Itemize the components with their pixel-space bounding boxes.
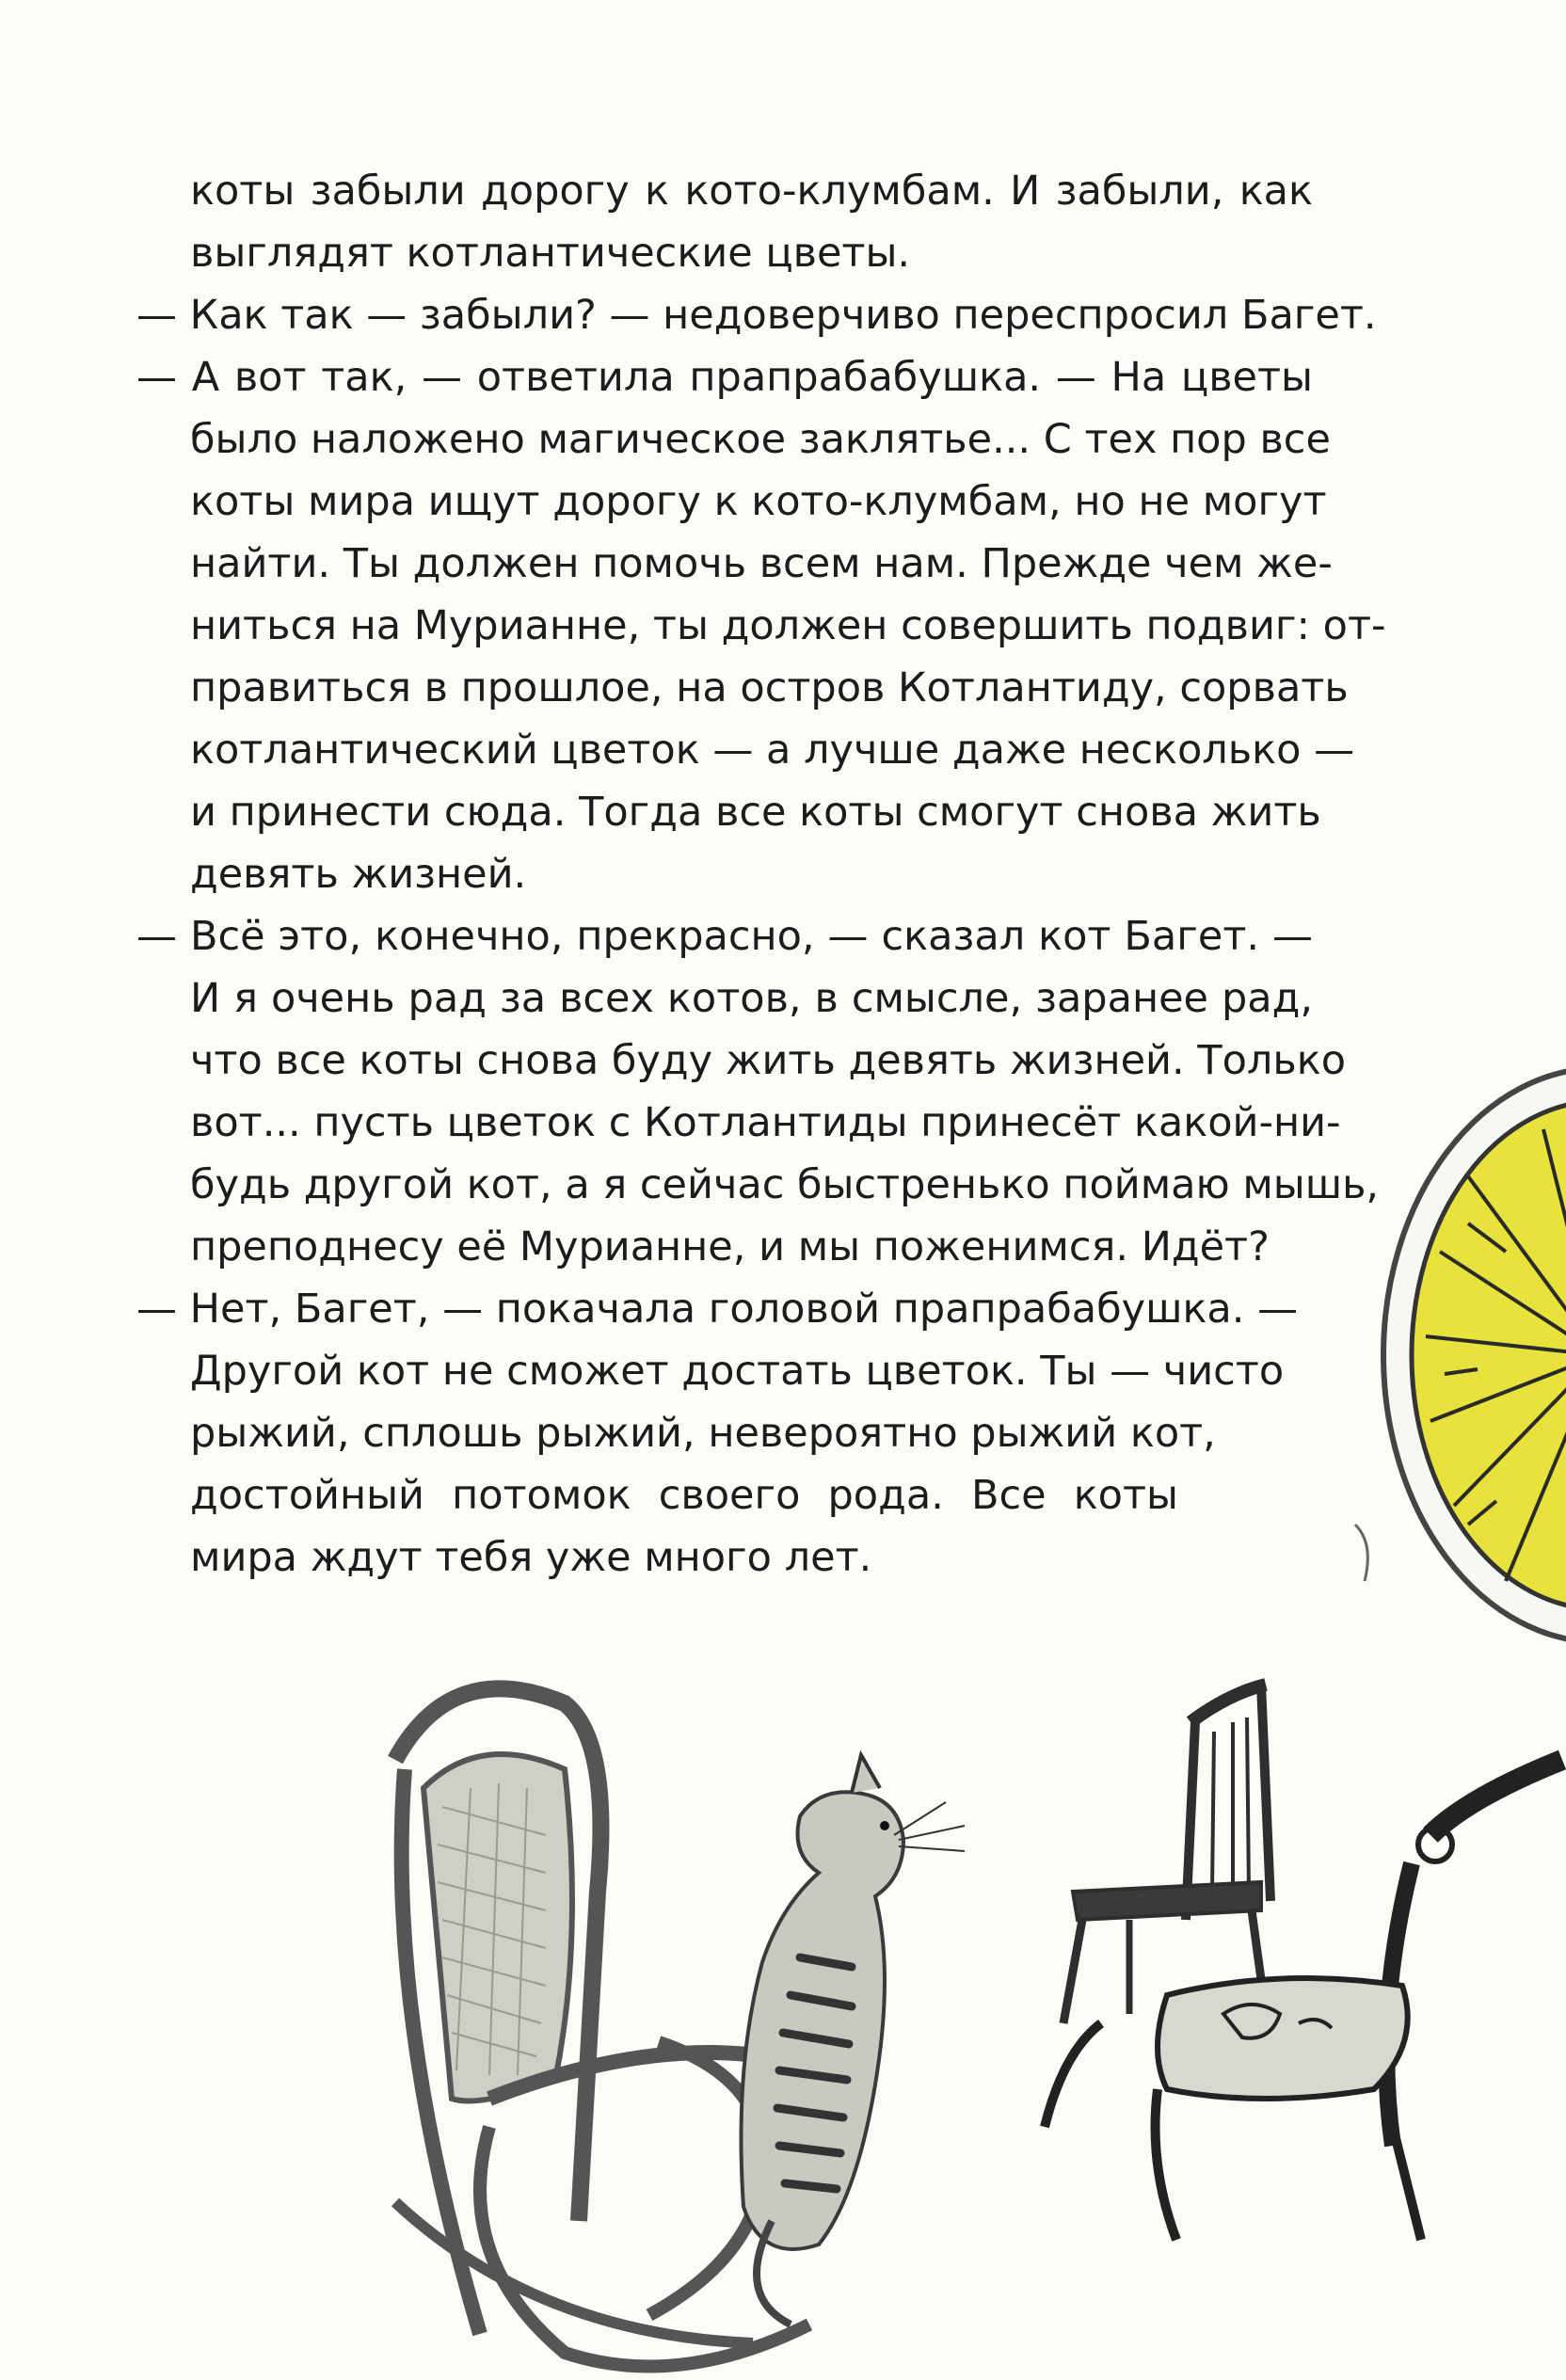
- text-line: достойный потомок своего рода. Все коты: [190, 1472, 1178, 1519]
- yellow-clock-illustration: [1355, 1068, 1566, 1642]
- text-line: что все коты снова буду жить девять жизней. Только: [190, 1037, 1346, 1084]
- cat-illustration: [742, 1755, 966, 2324]
- text-line: выглядят котлантические цветы.: [190, 230, 911, 277]
- text-line: преподнесу её Мурианне, и мы поженимся. Идёт?: [190, 1223, 1270, 1270]
- text-line: найти. Ты должен помочь всем нам. Прежде чем же-: [190, 540, 1333, 587]
- text-line: И я очень рад за всех котов, в смысле, заранее рад,: [190, 975, 1313, 1022]
- text-line: было наложено магическое заклятье... С тех пор все: [190, 416, 1331, 463]
- text-line: и принести сюда. Тогда все коты смогут снова жить: [190, 789, 1321, 836]
- text-line: ниться на Мурианне, ты должен совершить подвиг: от-: [190, 602, 1386, 649]
- text-line: коты мира ищут дорогу к кото-клумбам, но не могут: [190, 478, 1327, 525]
- text-line: — Всё это, конечно, прекрасно, — сказал кот Багет. —: [136, 913, 1313, 960]
- paragraph-3: [136, 346, 1386, 905]
- wooden-chair-illustration: [1063, 1685, 1270, 2023]
- paragraph-2: [136, 284, 1377, 346]
- armchair-illustration: [1045, 1760, 1562, 2240]
- text-line: рыжий, сплошь рыжий, невероятно рыжий кот,: [190, 1410, 1216, 1457]
- text-line: коты забыли дорогу к кото-клумбам. И забыли, как: [190, 168, 1313, 215]
- body-text: [136, 160, 1386, 1589]
- text-line: котлантический цветок — а лучше даже несколько —: [190, 727, 1355, 774]
- text-line: вот... пусть цветок с Котлантиды принесёт какой-ни-: [190, 1099, 1341, 1146]
- paragraph-4: [136, 905, 1380, 1278]
- text-line: правиться в прошлое, на остров Котлантиду, сорвать: [190, 664, 1349, 711]
- text-line: Другой кот не сможет достать цветок. Ты — чисто: [190, 1348, 1285, 1395]
- paragraph-1: [136, 160, 1313, 284]
- text-line: девять жизней.: [190, 851, 527, 898]
- text-line: — А вот так, — ответила прапрабабушка. — На цветы: [136, 354, 1313, 401]
- text-line: будь другой кот, а я сейчас быстренько поймаю мышь,: [190, 1161, 1380, 1208]
- text-line: мира ждут тебя уже много лет.: [190, 1534, 872, 1581]
- paragraph-5: [136, 1278, 1299, 1589]
- text-line: — Нет, Багет, — покачала головой прапрабабушка. —: [136, 1286, 1299, 1333]
- text-line: — Как так — забыли? — недоверчиво переспросил Багет.: [136, 292, 1377, 339]
